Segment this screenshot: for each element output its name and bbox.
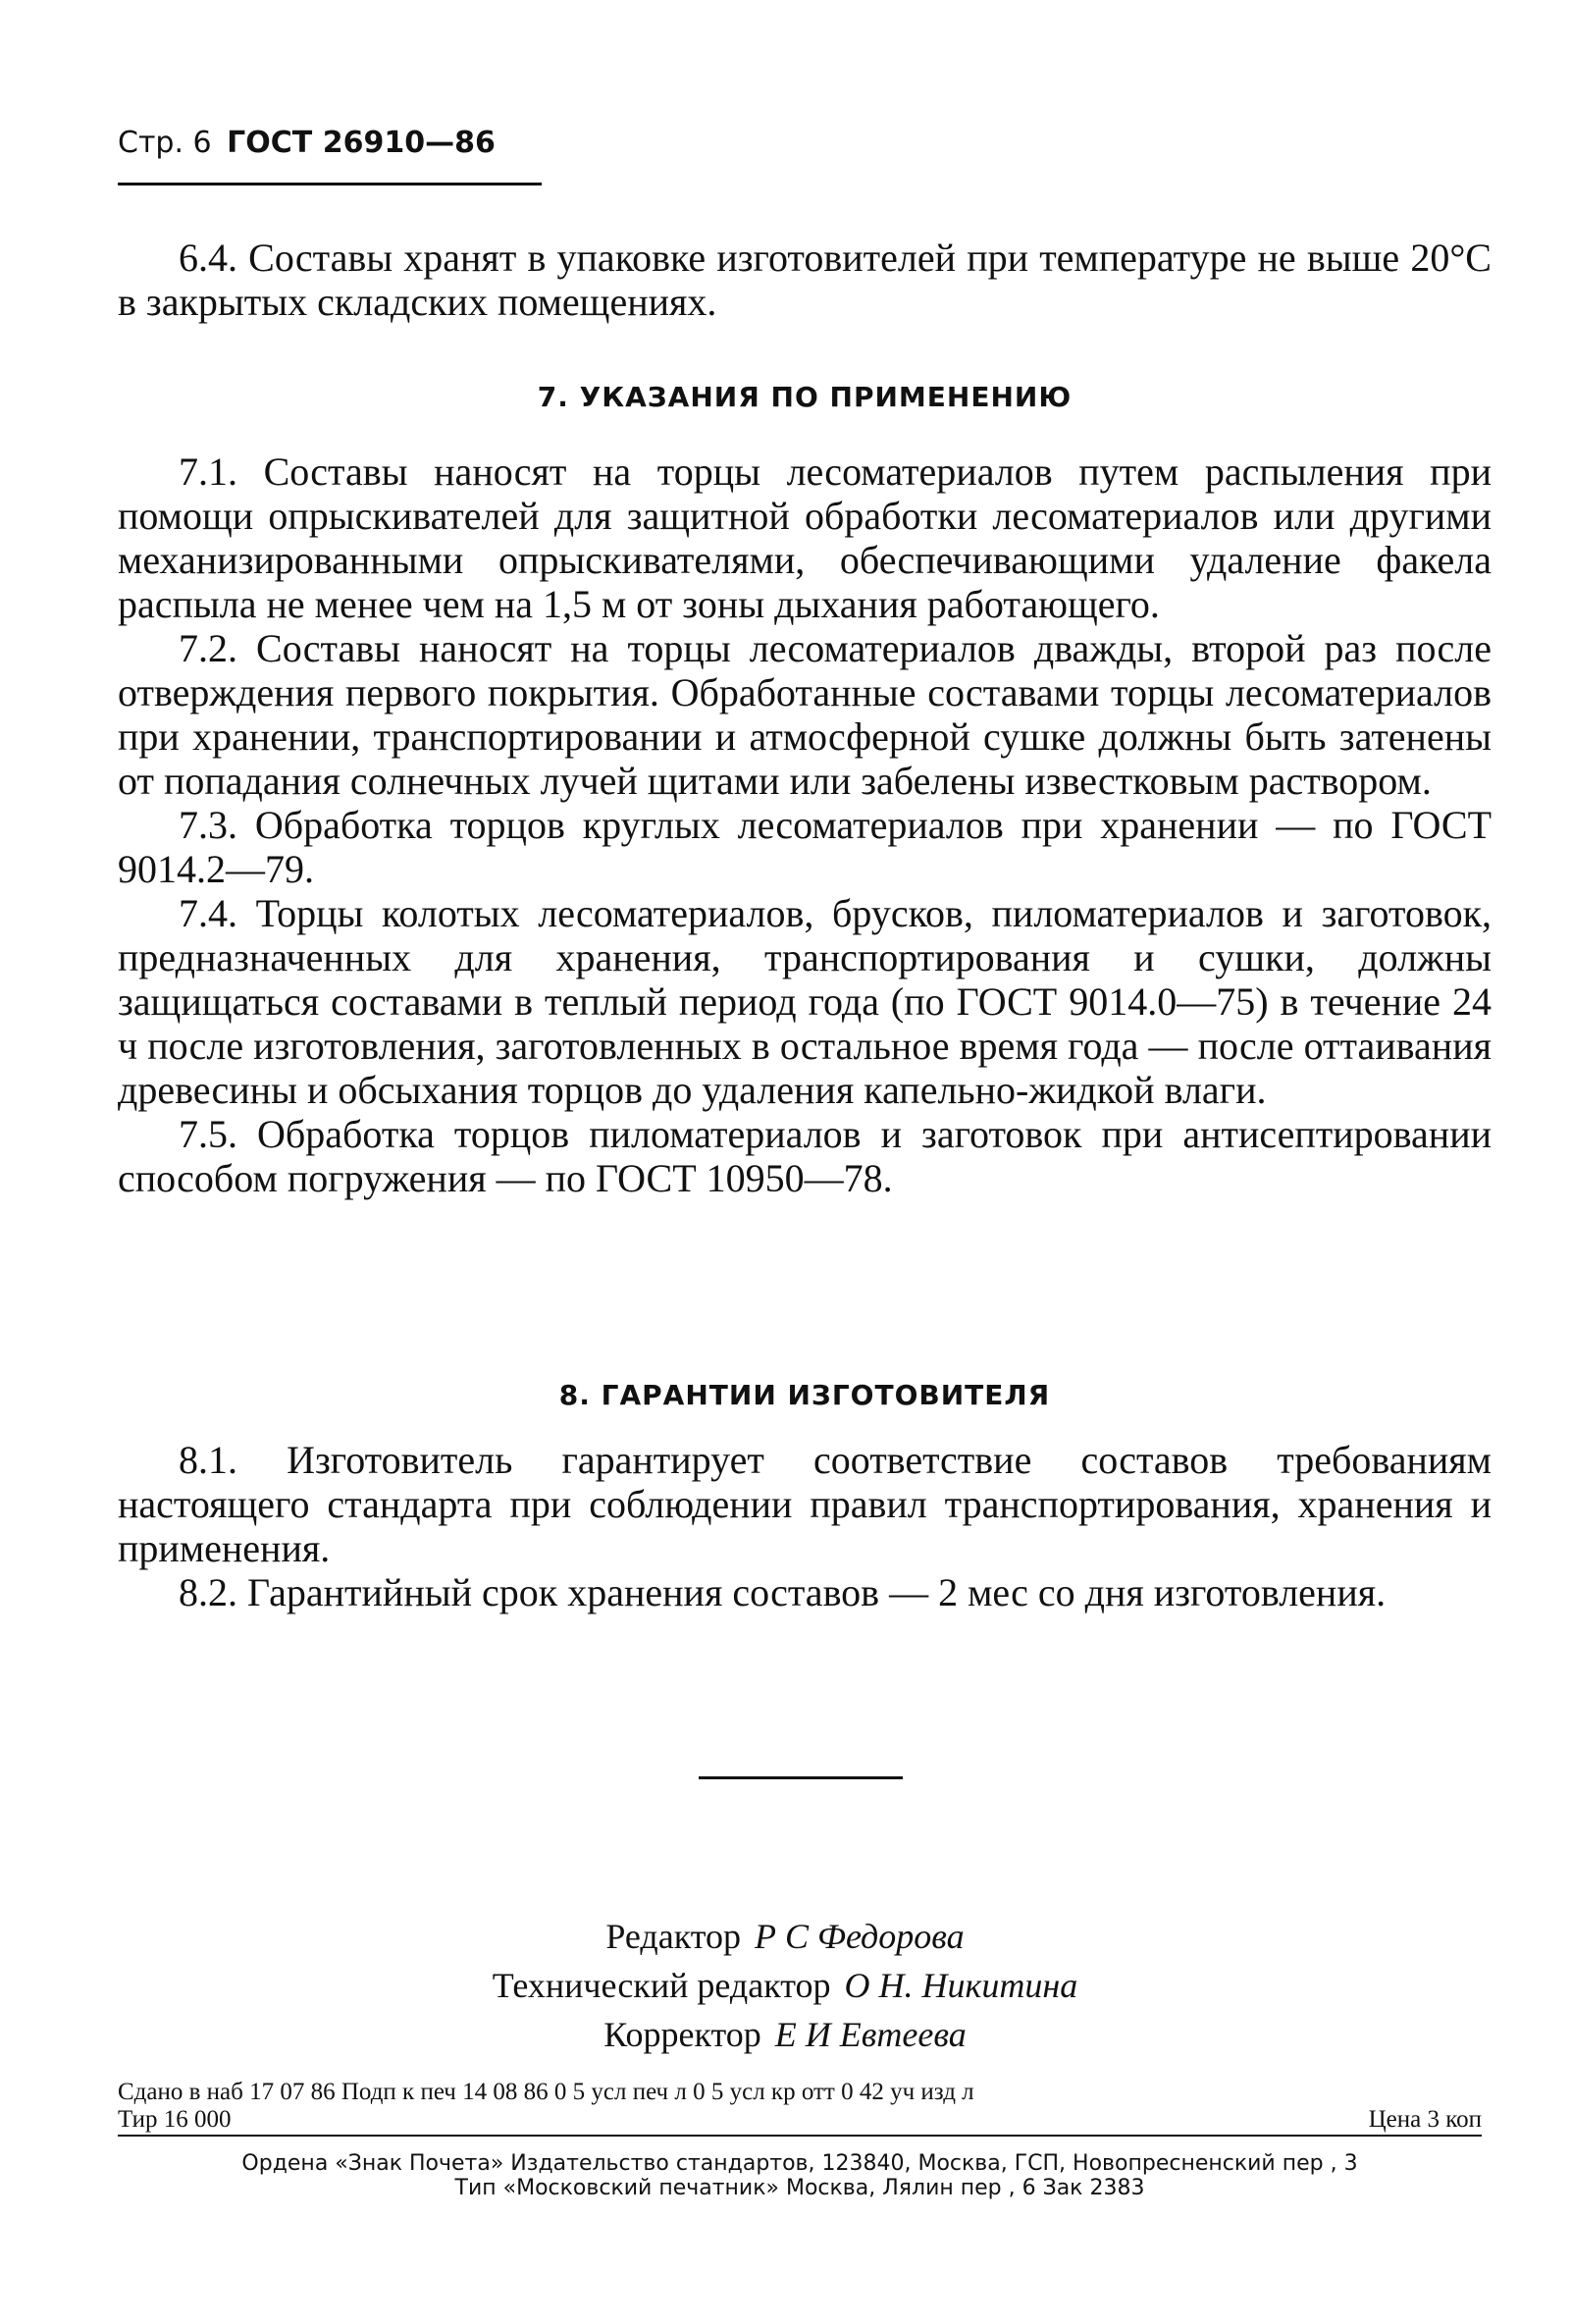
imprint-run-line [118,2106,1482,2134]
imprint-rule [118,2135,1482,2137]
editor-name: Р С Федорова [754,1917,965,1956]
publisher-footer [118,2151,1482,2200]
header-rule [118,183,542,185]
paragraph-7-5: 7.5. Обработка торцов пиломатериалов и заготовок при антисептировании способом погружения — по ГОСТ 10950—78. [118,1112,1492,1200]
publisher-line: Ордена «Знак Почета» Издательство стандартов, 123840, Москва, ГСП, Новопресненский пер , 3 [241,2151,1358,2176]
proofreader-line [294,2010,1276,2059]
printer-line: Тип «Московский печатник» Москва, Лялин пер , 6 Зак 2383 [454,2176,1145,2200]
end-separator-rule [699,1776,903,1779]
proofreader-name: Е И Евтеева [774,2015,967,2054]
paragraph-8-2: 8.2. Гарантийный срок хранения составов — 2 мес со дня изготовления. [179,1570,1387,1614]
paragraph-7-3: 7.3. Обработка торцов круглых лесоматериалов при хранении — по ГОСТ 9014.2—79. [118,803,1492,891]
section-7-heading: 7. УКАЗАНИЯ ПО ПРИМЕНЕНИЮ [537,381,1073,413]
section-8-heading: 8. ГАРАНТИИ ИЗГОТОВИТЕЛЯ [558,1379,1051,1411]
tech-editor-name: О Н. Никитина [844,1966,1078,2005]
imprint-line-1: Сдано в наб 17 07 86 Подп к печ 14 08 86 0 5 усл печ л 0 5 усл кр отт 0 42 уч изд л [118,2079,974,2105]
editor-line [294,1912,1276,1961]
section-6-text [118,236,1492,324]
tech-editor-role: Технический редактор [492,1966,831,2005]
editor-role: Редактор [605,1917,741,1956]
running-head [118,126,496,160]
editorial-credits [294,1912,1276,2059]
standard-number: ГОСТ 26910—86 [227,126,496,160]
paragraph-7-4: 7.4. Торцы колотых лесоматериалов, брусков, пиломатериалов и заготовок, предназначенных для хранения, транспортирования и сушки, должны защищаться составами в теплый период года (по ГОСТ 9014.0—75) в течение 24 ч после изготовления, заготовленных в остальное время года — после оттаивания древесины и обсыхания торцов до удаления капельно-жидкой влаги. [118,891,1492,1112]
section-7-text [118,449,1492,1200]
page-label: Стр. 6 [118,126,212,160]
tech-editor-line [294,1961,1276,2010]
paragraph-6-4: 6.4. Составы хранят в упаковке изготовителей при температуре не выше 20°С в закрытых складских помещениях. [118,236,1492,324]
imprint-dates-line [118,2079,1482,2106]
paragraph-7-1: 7.1. Составы наносят на торцы лесоматериалов путем распыления при помощи опрыскивателей для защитной обработки лесоматериалов или другими механизированными опрыскивателями, обеспечивающими удаление факела распыла не менее чем на 1,5 м от зоны дыхания работающего. [118,449,1492,626]
section-8-text [118,1438,1492,1614]
paragraph-7-2: 7.2. Составы наносят на торцы лесоматериалов дважды, второй раз после отверждения первого покрытия. Обработанные составами торцы лесоматериалов при хранении, транспортировании и атмосферной сушке должны быть затенены от попадания солнечных лучей щитами или забелены известковым раствором. [118,626,1492,803]
price: Цена 3 коп [1368,2106,1482,2133]
paragraph-8-1: 8.1. Изготовитель гарантирует соответствие составов требованиям настоящего стандарта при соблюдении правил транспортирования, хранения и применения. [118,1438,1492,1570]
print-run: Тир 16 000 [118,2106,232,2133]
imprint-block [118,2079,1482,2134]
proofreader-role: Корректор [603,2015,761,2054]
